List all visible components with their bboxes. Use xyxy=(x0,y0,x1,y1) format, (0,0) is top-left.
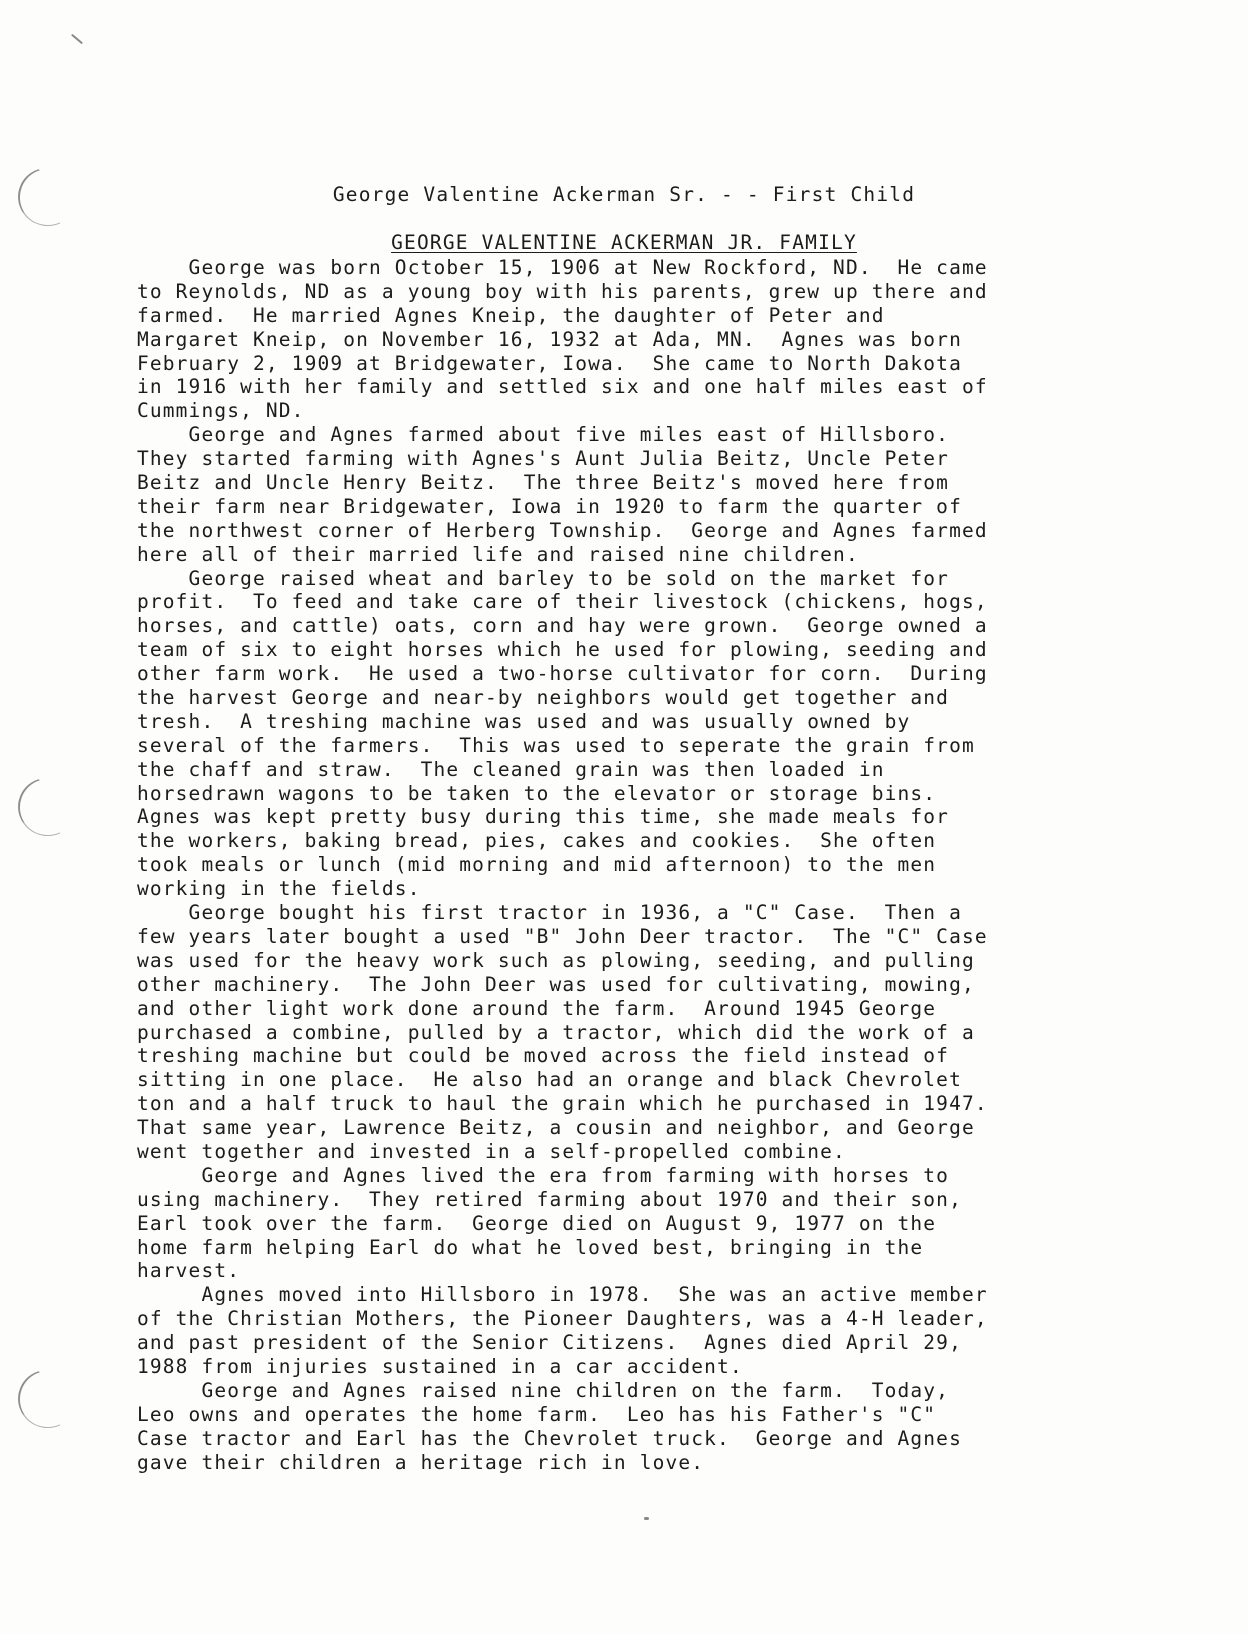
body-line: several of the farmers. This was used to seperate the grain from xyxy=(137,733,975,757)
body-line: Agnes was kept pretty busy during this time, she made meals for xyxy=(137,805,950,829)
body-line: Margaret Kneip, on November 16, 1932 at Ada, MN. Agnes was born xyxy=(137,327,962,351)
body-line: horsedrawn wagons to be taken to the elevator or storage bins. xyxy=(137,781,937,805)
body-line: purchased a combine, pulled by a tractor, which did the work of a xyxy=(137,1020,975,1044)
body-line: That same year, Lawrence Beitz, a cousin and neighbor, and George xyxy=(137,1116,975,1140)
body-line: Beitz and Uncle Henry Beitz. The three Beitz's moved here from xyxy=(137,471,950,495)
body-line: of the Christian Mothers, the Pioneer Daughters, was a 4-H leader, xyxy=(137,1307,988,1331)
body-line: Agnes moved into Hillsboro in 1978. She was an active member xyxy=(137,1283,988,1307)
scan-speck xyxy=(644,1517,649,1520)
body-text xyxy=(137,256,1137,1474)
body-line: the harvest George and near-by neighbors would get together and xyxy=(137,686,950,710)
body-line: was used for the heavy work such as plowing, seeding, and pulling xyxy=(137,948,975,972)
body-line: George and Agnes farmed about five miles east of Hillsboro. xyxy=(137,423,950,447)
body-line: working in the fields. xyxy=(137,877,421,901)
body-line: few years later bought a used "B" John Deer tractor. The "C" Case xyxy=(137,924,988,948)
body-line: George and Agnes raised nine children on the farm. Today, xyxy=(137,1378,950,1402)
body-line: using machinery. They retired farming about 1970 and their son, xyxy=(137,1187,962,1211)
body-line: George raised wheat and barley to be sold on the market for xyxy=(137,566,950,590)
body-line: horses, and cattle) oats, corn and hay were grown. George owned a xyxy=(137,614,988,638)
body-line: ton and a half truck to haul the grain which he purchased in 1947. xyxy=(137,1092,988,1116)
body-line: to Reynolds, ND as a young boy with his parents, grew up there and xyxy=(137,279,988,303)
body-line: tresh. A treshing machine was used and was usually owned by xyxy=(137,709,911,733)
body-line: their farm near Bridgewater, Iowa in 1920 to farm the quarter of xyxy=(137,494,962,518)
body-line: took meals or lunch (mid morning and mid afternoon) to the men xyxy=(137,853,937,877)
body-line: the chaff and straw. The cleaned grain was then loaded in xyxy=(137,757,885,781)
body-line: George bought his first tractor in 1936, a "C" Case. Then a xyxy=(137,901,962,925)
scan-speck xyxy=(71,34,83,45)
body-line: and past president of the Senior Citizens. Agnes died April 29, xyxy=(137,1331,962,1355)
body-line: Cummings, ND. xyxy=(137,399,305,423)
body-line: and other light work done around the farm. Around 1945 George xyxy=(137,996,937,1020)
body-line: farmed. He married Agnes Kneip, the daughter of Peter and xyxy=(137,303,885,327)
body-line: went together and invested in a self-propelled combine. xyxy=(137,1139,846,1163)
body-line: treshing machine but could be moved across the field instead of xyxy=(137,1044,950,1068)
page-header xyxy=(0,183,1248,206)
family-title: GEORGE VALENTINE ACKERMAN JR. FAMILY xyxy=(391,231,857,254)
body-line: other farm work. He used a two-horse cultivator for corn. During xyxy=(137,662,988,686)
body-line: 1988 from injuries sustained in a car accident. xyxy=(137,1354,743,1378)
binder-hole-bottom xyxy=(10,1362,85,1437)
body-line: harvest. xyxy=(137,1259,241,1283)
body-line: profit. To feed and take care of their livestock (chickens, hogs, xyxy=(137,590,988,614)
body-line: They started farming with Agnes's Aunt Julia Beitz, Uncle Peter xyxy=(137,447,950,471)
body-line: George was born October 15, 1906 at New Rockford, ND. He came xyxy=(137,256,988,279)
body-line: Case tractor and Earl has the Chevrolet truck. George and Agnes xyxy=(137,1426,962,1450)
body-line: here all of their married life and raised nine children. xyxy=(137,542,859,566)
page-header-text: George Valentine Ackerman Sr. - - First Child xyxy=(332,183,916,206)
body-line: the northwest corner of Herberg Township. George and Agnes farmed xyxy=(137,518,988,542)
body-line: other machinery. The John Deer was used for cultivating, mowing, xyxy=(137,972,975,996)
body-line: team of six to eight horses which he used for plowing, seeding and xyxy=(137,638,988,662)
body-line: the workers, baking bread, pies, cakes and cookies. She often xyxy=(137,829,937,853)
body-line: in 1916 with her family and settled six and one half miles east of xyxy=(137,375,988,399)
body-line: home farm helping Earl do what he loved best, bringing in the xyxy=(137,1235,924,1259)
body-line: February 2, 1909 at Bridgewater, Iowa. She came to North Dakota xyxy=(137,351,962,375)
binder-hole-middle xyxy=(10,770,85,845)
body-line: Leo owns and operates the home farm. Leo has his Father's "C" xyxy=(137,1402,937,1426)
body-line: George and Agnes lived the era from farming with horses to xyxy=(137,1163,950,1187)
body-line: Earl took over the farm. George died on August 9, 1977 on the xyxy=(137,1211,937,1235)
body-line: gave their children a heritage rich in love. xyxy=(137,1450,705,1474)
body-line: sitting in one place. He also had an orange and black Chevrolet xyxy=(137,1068,962,1092)
